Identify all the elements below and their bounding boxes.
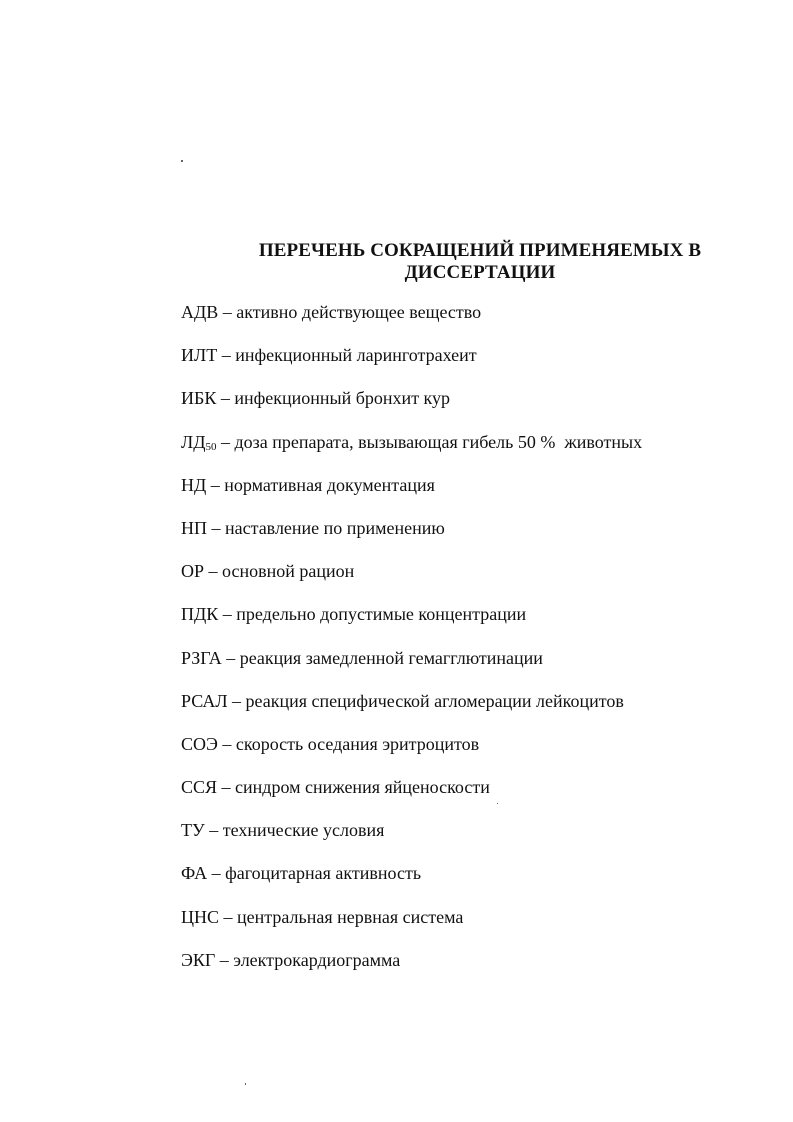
list-item: РСАЛ – реакция специфической агломерации лейкоцитов bbox=[181, 690, 624, 711]
list-item: АДВ – активно действующее вещество bbox=[181, 302, 482, 322]
abbreviation: ПДК bbox=[181, 604, 219, 625]
definition: нормативная документация bbox=[224, 474, 435, 495]
abbreviation: ИЛТ bbox=[181, 345, 218, 366]
title-line-2: ДИССЕРТАЦИИ bbox=[404, 261, 556, 283]
list-item: РЗГА – реакция замедленной гемагглютинации bbox=[181, 647, 543, 668]
definition: основной рацион bbox=[222, 561, 355, 582]
abbreviation: ИБК bbox=[181, 388, 217, 409]
list-item: ПДК – предельно допустимые концентрации bbox=[181, 604, 527, 625]
list-item: $ЛД_{50}$ – доза препарата, вызывающая гибель 50 % животных bbox=[181, 431, 643, 453]
abbreviation: НП bbox=[181, 517, 207, 538]
scan-speck bbox=[181, 160, 183, 162]
list-item: НД – нормативная документация bbox=[181, 474, 435, 495]
abbreviation: $ЛД_{50}$ bbox=[181, 431, 217, 453]
list-item: ЦНС – центральная нервная система bbox=[181, 906, 464, 927]
list-item: ТУ – технические условия bbox=[181, 820, 385, 841]
list-item: ЭКГ – электрокардиограмма bbox=[181, 949, 401, 970]
page-title bbox=[220, 240, 740, 284]
definition: инфекционный ларинготрахеит bbox=[235, 345, 477, 366]
abbreviation: НД bbox=[181, 474, 207, 495]
definition: предельно допустимые концентрации bbox=[236, 604, 527, 625]
title-line-1: ПЕРЕЧЕНЬ СОКРАЩЕНИЙ ПРИМЕНЯЕМЫХ В bbox=[258, 239, 702, 261]
list-item: ССЯ – синдром снижения яйценоскости bbox=[181, 777, 490, 798]
definition: доза препарата, вызывающая гибель 50 % животных bbox=[234, 431, 643, 452]
abbreviation: ФА bbox=[181, 863, 208, 884]
abbreviation: РСАЛ bbox=[181, 690, 228, 711]
definition: реакция специфической агломерации лейкоцитов bbox=[245, 690, 624, 711]
abbreviation: ТУ bbox=[181, 820, 205, 841]
abbreviation: ЭКГ bbox=[181, 949, 216, 970]
abbreviation: ОР bbox=[181, 561, 205, 582]
definition: фагоцитарная активность bbox=[225, 863, 422, 884]
list-item: НП – наставление по применению bbox=[181, 517, 445, 538]
list-item: ИЛТ – инфекционный ларинготрахеит bbox=[181, 345, 477, 366]
definition: наставление по применению bbox=[225, 517, 445, 538]
abbreviation: СОЭ bbox=[181, 733, 218, 754]
abbreviation: РЗГА bbox=[181, 647, 222, 668]
definition: скорость оседания эритроцитов bbox=[235, 733, 480, 754]
list-item: ФА – фагоцитарная активность bbox=[181, 863, 422, 884]
list-item: СОЭ – скорость оседания эритроцитов bbox=[181, 733, 480, 754]
definition: центральная нервная система bbox=[237, 906, 464, 927]
definition: электрокардиограмма bbox=[233, 949, 401, 970]
scan-speck bbox=[245, 1083, 246, 1085]
list-item: ИБК – инфекционный бронхит кур bbox=[181, 388, 451, 409]
list-item: ОР – основной рацион bbox=[181, 561, 355, 582]
abbreviation-list bbox=[181, 300, 771, 991]
definition: активно действующее вещество bbox=[236, 302, 482, 322]
definition: синдром снижения яйценоскости bbox=[235, 777, 490, 798]
definition: инфекционный бронхит кур bbox=[234, 388, 451, 409]
abbreviation: АДВ bbox=[181, 302, 219, 322]
abbreviation-subscript: 50 bbox=[205, 440, 217, 453]
definition: реакция замедленной гемагглютинации bbox=[239, 647, 543, 668]
definition: технические условия bbox=[222, 820, 385, 841]
abbreviation: ЦНС bbox=[181, 906, 220, 927]
abbreviation: ССЯ bbox=[181, 777, 218, 798]
